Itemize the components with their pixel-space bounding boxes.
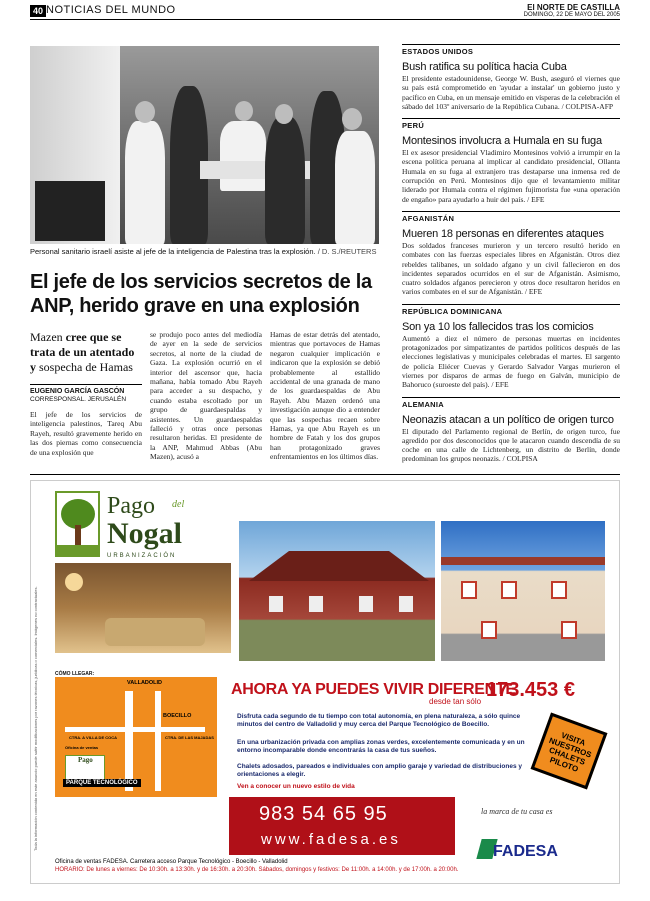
person-figure bbox=[265, 116, 305, 244]
map-road bbox=[65, 727, 205, 732]
ad-bullet: En una urbanización privada con amplias zonas verdes, excelentemente comunicada y en un entorno incomparable donde encontrarás la casa de tus sueños. bbox=[237, 739, 525, 754]
brief-country: AFGANISTÁN bbox=[402, 211, 620, 223]
sofa-shape bbox=[105, 618, 205, 646]
news-briefs-sidebar bbox=[402, 44, 620, 464]
brief-item bbox=[402, 211, 620, 297]
section-title: NOTICIAS DEL MUNDO bbox=[46, 4, 176, 16]
paramedic-figure bbox=[220, 121, 266, 191]
header-rule bbox=[30, 19, 620, 20]
brand-slogan: la marca de tu casa es bbox=[481, 807, 553, 816]
article-column-1: El jefe de los servicios de inteligencia palestinos, Tareq Abu Rayeh, resultó gravemente herido en las dos piernas como consecuencia de una explosión que bbox=[30, 410, 142, 457]
brand-name: FADESA bbox=[493, 843, 558, 860]
ad-bullet: Disfruta cada segundo de tu tiempo con total autonomía, en plena naturaleza, a sólo quince minutos del centro de Valladolid y muy cerca del Parque Tecnológico de Boecillo. bbox=[237, 713, 521, 728]
map-road bbox=[125, 691, 133, 791]
article-place: CORRESPONSAL. JERUSALÉN bbox=[30, 396, 127, 403]
masthead: El NORTE DE CASTILLA bbox=[527, 3, 620, 12]
brief-country: REPÚBLICA DOMINICANA bbox=[402, 304, 620, 316]
office-hours: HORARIO: De lunes a viernes: De 10:30h. a 13:30h. y de 16:30h. a 20:30h. Sábados, domingos y festivos: De 11:00h. a 14:00h. y de 17:00h. a 20:00h. bbox=[55, 867, 459, 873]
medical-bag bbox=[35, 181, 105, 241]
mini-logo-text: Pago bbox=[78, 756, 93, 764]
paramedic-figure bbox=[125, 121, 165, 244]
ad-bullet: Chalets adosados, pareados e individuales con amplio garaje y variedad de distribuciones y orientaciones a elegir. bbox=[237, 763, 523, 778]
paramedic-figure bbox=[335, 131, 375, 244]
subhead-bold: cree que se trata de un atentado y bbox=[30, 330, 135, 374]
article-column-3: Hamas de estar detrás del atentado, mientras que portavoces de Hamas negaron cualquier implicación e indicaron que la explosión se debió probablemente al estallido accidental de una granada de mano de los guardaespaldas de Abu Rayeh. Abu Mazen ordenó una investigación aunque dio a entender que las sospechas recaen sobre Hamas, ya que Abu Rayeh es un hombre de Fatah y los dos grupos han protagonizado graves enfrentamientos en los últimos días. bbox=[270, 330, 380, 462]
price: 173.453 € bbox=[486, 679, 575, 701]
map-label-parque: PARQUE TECNOLÓGICO bbox=[63, 779, 141, 787]
photo-credit: / D. S./REUTERS bbox=[317, 247, 377, 256]
ad-legal-text: Toda la información contenida en este anuncio puede sufrir modificaciones por razones técnicas, jurídicas o comerciales. Imágenes no contractuales. bbox=[33, 586, 38, 851]
brief-item bbox=[402, 397, 620, 464]
caption-text: Personal sanitario israelí asiste al jefe de la inteligencia de Palestina tras la explosión. bbox=[30, 247, 316, 256]
issue-date: DOMINGO, 22 DE MAYO DEL 2005 bbox=[523, 12, 620, 18]
directions-label: CÓMO LLEGAR: bbox=[55, 671, 95, 677]
page-number: 40 bbox=[30, 5, 46, 17]
houses-photo bbox=[239, 521, 435, 661]
map-label-boecillo: BOECILLO bbox=[163, 713, 192, 719]
price-prefix: desde tan sólo bbox=[429, 697, 482, 706]
article-author: EUGENIO GARCÍA GASCÓN bbox=[30, 384, 142, 395]
logo-del: del bbox=[172, 499, 185, 510]
brief-title: Neonazis atacan a un político de origen turco bbox=[402, 413, 614, 426]
website: www.fadesa.es bbox=[261, 831, 401, 848]
sales-office: Oficina de ventas FADESA. Carretera acceso Parque Tecnológico - Boecillo - Valladolid bbox=[55, 859, 288, 865]
news-photo bbox=[30, 46, 379, 244]
paramedic-head bbox=[342, 108, 362, 130]
visit-badge: VISITA NUESTROS CHALETS PILOTO bbox=[531, 713, 608, 790]
brief-text: Dos soldados franceses murieron y un tercero resultó herido en combates con las fuerzas especiales libres en Afganistán. Otros diez rebeldes talibanes, un soldado afgano y un civil fallecieron en dos incidentes separados ocurridos en el sur de Afganistán. Asimismo, cuatro soldados afganos perecieron y otros doce resultaron heridos en varios combates en el sur de Afganistán. / EFE bbox=[402, 240, 620, 297]
map-label-road: CTRA. DE LAS MAJADAS bbox=[165, 735, 214, 740]
brief-title: Montesinos involucra a Humala en su fuga bbox=[402, 135, 602, 148]
logo-urbanizacion: URBANIZACIÓN bbox=[107, 553, 177, 559]
map-label-office: Oficina de ventas bbox=[65, 745, 99, 750]
interior-photo bbox=[55, 563, 231, 653]
brief-item bbox=[402, 118, 620, 204]
brief-title: Bush ratifica su política hacia Cuba bbox=[402, 61, 567, 73]
map-label-valladolid: VALLADOLID bbox=[127, 680, 163, 686]
logo-pago: Pago bbox=[107, 493, 155, 519]
paramedic-head bbox=[135, 101, 155, 123]
brief-item bbox=[402, 44, 620, 111]
map-road bbox=[155, 691, 161, 791]
pago-del-nogal-logo bbox=[55, 491, 215, 561]
ad-call-to-action: Ven a conocer un nuevo estilo de vida bbox=[237, 783, 355, 790]
subhead-part: Mazen bbox=[30, 330, 66, 344]
article-column-2: se produjo poco antes del mediodía de ayer en la sede de servicios secretos, al norte de la ciudad de Gaza. La explosión ocurrió en el interior del ascensor que, hacia mañana, había tomado Abu Rayeh para acceder a su despacho, y cuando estaba escoltado por un grupo de guardaespaldas y asistentes. Un guardaespaldas falleció y otras once personas resultaron heridas. El presidente de la ANP, Mahmud Abbas (Abu Mazen), acusó a bbox=[150, 330, 262, 462]
article-headline: El jefe de los servicios secretos de la ANP, herido grave en una explosión bbox=[30, 271, 372, 317]
brief-item bbox=[402, 304, 620, 390]
person-head bbox=[235, 101, 253, 121]
brief-text: Aumentó a diez el número de personas muertas en incidentes protagonizados por simpatizantes de partidos políticos después de las elecciones legislativas y municipales celebradas el martes. El sargento de policía Eliécer Cuevas y Gerardo Salvador Vargas murieron el viernes por disparos de armas de fuego en Galván, municipio de Bahoruco (suroeste del país). / EFE bbox=[402, 333, 620, 390]
location-map bbox=[55, 677, 217, 797]
brief-text: El presidente estadounidense, George W. Bush, aseguró el viernes que su país está comprometido en 'ayudar a instalar' un gobierno justo y pacífico en Cuba, en un mensaje emitido en vísperas de la celebración el sábado del 103º aniversario de la República Cubana. / COLPISA-AFP bbox=[402, 74, 620, 111]
brief-text: El diputado del Parlamento regional de Berlín, de origen turco, fue agredido por dos desconocidos que le atacaron cuando descendía de su coche en una calle de Lichtenberg, un distrito de Berlín, donde predominan los grupos neonazis. / COLPISA bbox=[402, 426, 620, 464]
phone-number: 983 54 65 95 bbox=[259, 803, 388, 825]
chalet-photo bbox=[441, 521, 605, 661]
lamp-shape bbox=[65, 573, 83, 591]
brief-country: PERÚ bbox=[402, 118, 620, 130]
ad-tagline: AHORA YA PUEDES VIVIR DIFERENTE bbox=[231, 681, 516, 698]
real-estate-advertisement bbox=[30, 480, 620, 884]
map-label-road: CTRA. A VILLA DE COCA bbox=[69, 735, 117, 740]
brief-country: ESTADOS UNIDOS bbox=[402, 44, 620, 56]
subhead-part: sospecha de Hamas bbox=[36, 360, 133, 374]
tree-icon bbox=[55, 491, 100, 557]
brief-title: Son ya 10 los fallecidos tras los comicios bbox=[402, 320, 594, 333]
article-bottom-rule bbox=[30, 474, 620, 475]
brief-country: ALEMANIA bbox=[402, 397, 620, 409]
logo-nogal: Nogal bbox=[107, 517, 182, 550]
article-subhead bbox=[30, 330, 142, 375]
contact-box bbox=[229, 797, 455, 855]
brief-text: El ex asesor presidencial Vladimiro Montesinos volvió a irrumpir en la escena política peruana al implicar al candidato presidencial, Ollanta Humala en su fuga al extranjero tras destaparse una inmensa red de corrupción en Perú. Montesinos dijo que el levantamiento militar liderado por Humala contra el régimen fujimorista fue «una operación de engaño» para ayudarlo a huir del país. / EFE bbox=[402, 148, 620, 204]
brief-title: Mueren 18 personas en diferentes ataques bbox=[402, 227, 604, 240]
person-head bbox=[275, 104, 293, 124]
photo-caption bbox=[30, 247, 379, 256]
